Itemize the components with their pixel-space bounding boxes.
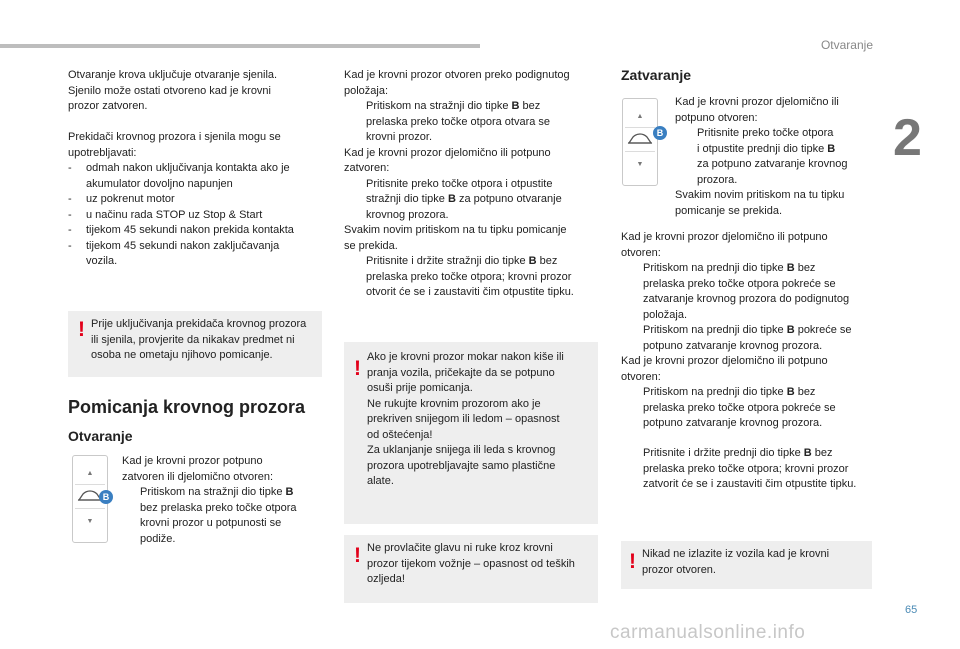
button-ref: B	[786, 324, 795, 336]
bullet-item	[344, 254, 600, 270]
line-text: Pritisnite preko točke otpora	[697, 127, 834, 139]
warning-text: prozor tijekom vožnje – opasnost od teških	[367, 557, 575, 570]
line-text: zatvoren:	[344, 162, 390, 174]
warning-box-4	[621, 541, 872, 589]
line-text: za potpuno otvaranje	[455, 193, 562, 205]
line-text: Pritiskom na prednji dio tipke	[643, 324, 787, 336]
condition-text: tijekom 45 sekundi nakon prekida kontakta	[86, 224, 294, 236]
line-text: potpuno zatvaranje krovnog prozora.	[643, 417, 823, 429]
col1-intro	[68, 68, 328, 115]
line-text: Kad je krovni prozor djelomično ili potpuno	[621, 355, 828, 367]
line-text: bez	[519, 100, 541, 112]
text-line	[621, 230, 877, 246]
button-ref: B	[786, 262, 795, 274]
line-text: prelaska preko točke otpora pokreće se	[643, 277, 836, 290]
roof-switch-diagram-close	[622, 98, 658, 186]
line-text: krovni prozor.	[366, 131, 433, 143]
line-text: krovnog prozora.	[366, 208, 449, 221]
warning-text: od oštećenja!	[367, 428, 433, 441]
line-text: otvoren:	[621, 370, 661, 383]
text-line	[621, 246, 877, 262]
dash-marker: -	[68, 162, 72, 174]
text-line	[621, 416, 877, 432]
line-text: potpuno otvoren:	[675, 111, 758, 124]
text-line	[621, 277, 877, 293]
switches-intro-line: Prekidači krovnog prozora i sjenila mogu se	[68, 131, 281, 143]
text-line	[344, 115, 600, 131]
text-line	[675, 173, 875, 189]
line-text: pokreće se	[794, 324, 852, 336]
bullet-text: podiže.	[140, 532, 176, 545]
warning-text: prekriven snijegom ili ledom – opasnost	[367, 413, 560, 425]
text-line	[675, 142, 875, 158]
line-text: bez	[794, 262, 816, 274]
warning-box-1	[68, 311, 322, 377]
top-rule	[0, 44, 480, 48]
line-text: zatvaranje krovnog prozora do podignutog	[643, 293, 850, 305]
line-text: se prekida.	[344, 239, 398, 252]
bullet-text: krovni prozor u potpunosti se	[140, 517, 282, 529]
text-line	[344, 285, 600, 301]
line-text: prelaska preko točke otpora otvara se	[366, 115, 551, 128]
warning-text: osoba ne ometaju njihovo pomicanje.	[91, 349, 273, 361]
line-text: Pritisnite i držite stražnji dio tipke	[366, 255, 529, 267]
condition-text: akumulator dovoljno napunjen	[86, 177, 233, 190]
dash-marker: -	[68, 193, 72, 205]
text-line	[344, 192, 600, 208]
text-line	[675, 111, 875, 127]
subheading-opening: Otvaranje	[68, 428, 133, 444]
text-line	[621, 292, 877, 308]
line-text: Pritiskom na prednji dio tipke	[643, 386, 787, 398]
line-text: stražnji dio tipke	[366, 193, 448, 205]
line-text: Svakim novim pritiskom na tu tipku	[675, 189, 845, 201]
condition-text: tijekom 45 sekundi nakon zaključavanja	[86, 239, 280, 252]
warning-box-3	[344, 535, 598, 603]
warning-text: Ne rukujte krovnim prozorom ako je	[367, 397, 541, 410]
text-line	[675, 157, 875, 173]
condition-text: uz pokrenut motor	[86, 193, 175, 205]
line-text: Pritiskom na prednji dio tipke	[643, 262, 787, 274]
col1-switches	[68, 130, 328, 270]
text-line	[344, 270, 600, 286]
line-text: prelaska preko točke otpora; krovni prozor	[366, 270, 572, 283]
warning-text: alate.	[367, 475, 394, 487]
warning-text: pranja vozila, pričekajte da se potpuno	[367, 366, 555, 379]
arrow-down-icon: ▼	[636, 161, 644, 168]
line-text: zatvorit će se i zaustaviti čim otpustite tipku.	[643, 478, 857, 490]
line-text: položaja.	[643, 308, 688, 321]
line-text: Kad je krovni prozor otvoren preko podignutog	[344, 69, 570, 81]
warning-box-2	[344, 342, 598, 524]
text-line	[621, 339, 877, 355]
car-roof-icon	[627, 132, 653, 146]
section-header: Otvaranje	[820, 38, 873, 52]
warning-text: Za uklanjanje snijega ili leda s krovnog	[367, 444, 556, 456]
button-ref: B	[511, 100, 520, 112]
intro-line: prozor zatvoren.	[68, 100, 148, 112]
bullet-item	[344, 99, 600, 115]
line-text: pomicanje se prekida.	[675, 204, 783, 217]
warning-text: ili sjenila, provjerite da nikakav predmet ni	[91, 333, 295, 346]
warning-text: prozora upotrebljavajte samo plastične	[367, 459, 556, 472]
line-text: položaja:	[344, 84, 389, 97]
col3-low-text	[621, 446, 877, 493]
line-text: Pritisnite preko točke otpora i otpustite	[366, 177, 553, 190]
text-line	[675, 204, 875, 220]
line-text: potpuno zatvaranje krovnog prozora.	[643, 339, 823, 352]
line-text: prozora.	[697, 173, 738, 186]
line-text: prelaska preko točke otpora; krovni prozor	[643, 462, 849, 475]
page-number: 65	[905, 604, 918, 616]
condition-text: u načinu rada STOP uz Stop & Start	[86, 208, 263, 221]
condition-item	[68, 239, 328, 270]
line-text: Pritiskom na stražnji dio tipke	[366, 100, 512, 112]
text-line	[621, 477, 877, 493]
intro-line: Sjenilo može ostati otvoreno kad je krovni	[68, 84, 271, 97]
button-ref: B	[285, 486, 294, 498]
bullet-text: Pritiskom na stražnji dio tipke	[140, 486, 286, 498]
bullet-item	[621, 261, 877, 277]
open-text-line: zatvoren ili djelomično otvoren:	[122, 470, 274, 483]
line-text: Kad je krovni prozor djelomično ili	[675, 96, 839, 108]
line-text: bez	[811, 447, 833, 459]
bullet-item	[122, 485, 322, 547]
button-ref: B	[827, 142, 836, 155]
text-line	[344, 84, 600, 100]
arrow-down-icon: ▼	[86, 518, 94, 525]
chapter-number: 2	[893, 109, 922, 167]
warning-icon: !	[78, 318, 85, 341]
button-ref: B	[528, 255, 537, 267]
text-line	[344, 239, 600, 255]
subheading-closing: Zatvaranje	[621, 67, 692, 83]
line-text: bez	[794, 386, 816, 398]
text-line	[675, 188, 875, 204]
line-text: za potpuno zatvaranje krovnog	[697, 158, 848, 170]
intro-line: Otvaranje krova uključuje otvaranje sjenila.	[68, 69, 278, 81]
text-line	[621, 462, 877, 478]
button-ref: B	[786, 386, 795, 398]
text-line	[344, 68, 600, 84]
line-text: otvorit će se i zaustaviti čim otpustite tipku.	[366, 286, 574, 298]
dash-marker: -	[68, 224, 72, 236]
button-ref: B	[803, 447, 812, 459]
text-line	[344, 130, 600, 146]
section-heading: Pomicanja krovnog prozora	[68, 397, 306, 417]
condition-item	[68, 208, 328, 224]
bullet-item	[675, 126, 875, 142]
condition-item	[68, 192, 328, 208]
arrow-up-icon: ▲	[636, 113, 644, 120]
text-line	[344, 208, 600, 224]
open-text-line: Kad je krovni prozor potpuno	[122, 455, 263, 467]
condition-text: odmah nakon uključivanja kontakta ako je	[86, 162, 290, 174]
bullet-text: bez prelaska preko točke otpora	[140, 501, 297, 514]
condition-text: vozila.	[86, 255, 118, 267]
text-line	[621, 308, 877, 324]
bullet-item	[621, 446, 877, 462]
line-text: Kad je krovni prozor djelomično ili potpuno	[344, 146, 551, 159]
text-line	[675, 95, 875, 111]
condition-item	[68, 161, 328, 192]
warning-text: Nikad ne izlazite iz vozila kad je krovni	[642, 548, 830, 560]
col2-text	[344, 68, 600, 301]
line-text: i otpustite prednji dio tipke	[697, 142, 828, 155]
text-line	[344, 223, 600, 239]
line-text: prelaska preko točke otpora pokreće se	[643, 401, 836, 414]
text-line	[621, 354, 877, 370]
line-text: Svakim novim pritiskom na tu tipku pomicanje	[344, 224, 567, 236]
text-line	[344, 161, 600, 177]
warning-text: Ne provlačite glavu ni ruke kroz krovni	[367, 542, 553, 554]
bullet-item	[344, 177, 600, 193]
dash-marker: -	[68, 239, 72, 252]
warning-icon: !	[354, 544, 361, 567]
bullet-item	[621, 323, 877, 339]
condition-item	[68, 223, 328, 239]
text-line	[621, 370, 877, 386]
col3-mid-text	[621, 230, 877, 432]
warning-text: osuši prije pomicanja.	[367, 382, 473, 394]
bullet-item	[621, 385, 877, 401]
line-text: Pritisnite i držite prednji dio tipke	[643, 447, 804, 459]
col1-open-text	[122, 454, 322, 547]
button-b-badge: B	[99, 490, 113, 504]
warning-text: ozljeda!	[367, 573, 405, 585]
warning-text: prozor otvoren.	[642, 563, 716, 576]
arrow-up-icon: ▲	[86, 470, 94, 477]
watermark-text: carmanualsonline.info	[610, 622, 806, 643]
dash-marker: -	[68, 208, 72, 221]
warning-icon: !	[354, 357, 361, 380]
line-text: bez	[536, 255, 558, 267]
warning-text: Prije uključivanja prekidača krovnog prozora	[91, 318, 307, 330]
col3-top-text	[675, 95, 875, 219]
warning-icon: !	[629, 550, 636, 573]
text-line	[344, 146, 600, 162]
line-text: otvoren:	[621, 246, 661, 259]
button-ref: B	[447, 193, 456, 205]
line-text: Kad je krovni prozor djelomično ili potpuno	[621, 231, 828, 243]
text-line	[621, 401, 877, 417]
button-b-badge: B	[653, 126, 667, 140]
switches-intro-line: upotrebljavati:	[68, 146, 137, 159]
warning-text: Ako je krovni prozor mokar nakon kiše ili	[367, 351, 564, 363]
